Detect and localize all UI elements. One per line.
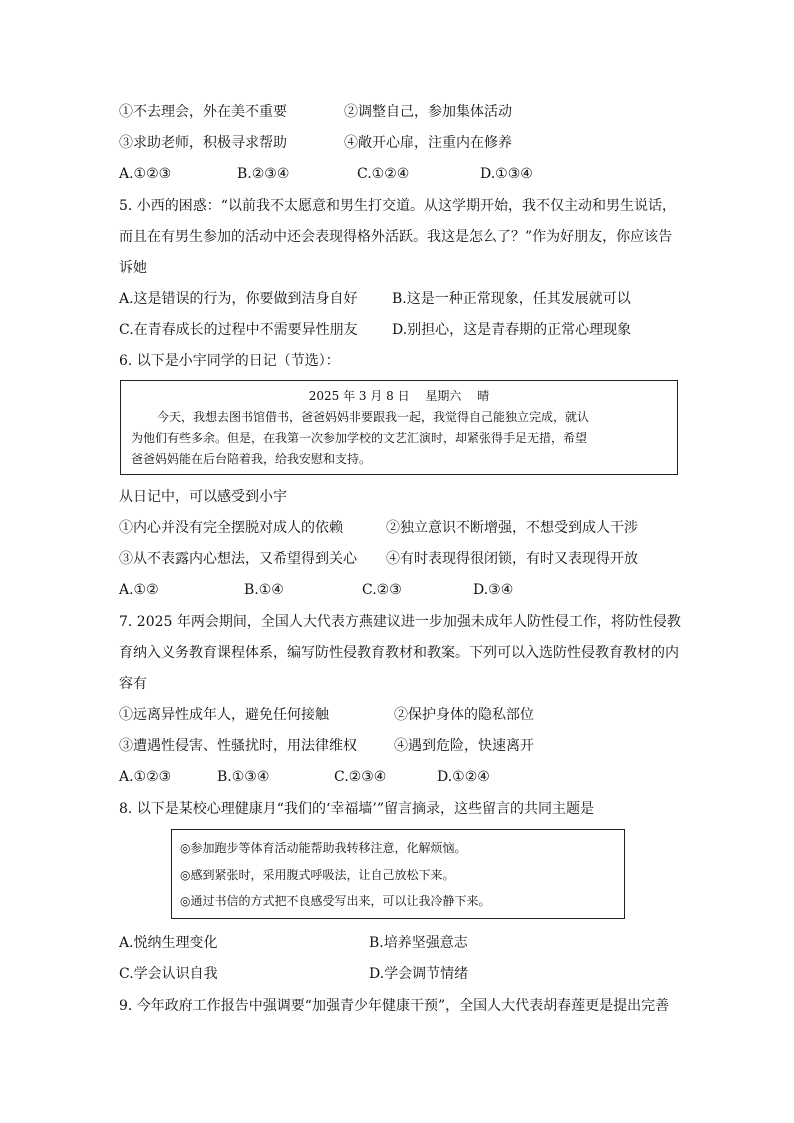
- q6-option-a: A.①②: [119, 582, 159, 598]
- q7-option-c: C.②③④: [334, 769, 387, 785]
- q6-statement-1: ①内心并没有完全摆脱对成人的依赖: [119, 520, 343, 536]
- q7-statement-2: ②保护身体的隐私部位: [394, 707, 534, 723]
- q6-option-b: B.①④: [244, 582, 284, 598]
- q4-option-c: C.①②④: [357, 166, 410, 182]
- q6-option-c: C.②③: [362, 582, 402, 598]
- q8-option-a: A.悦纳生理变化: [119, 935, 218, 951]
- q4-statement-4: ④敞开心扉，注重内在修养: [344, 135, 512, 151]
- wall-message-2: ◎感到紧张时，采用腹式呼吸法，让自己放松下来。: [180, 868, 455, 882]
- diary-line-3: 爸爸妈妈能在后台陪着我，给我安慰和支持。: [131, 452, 372, 466]
- q7-statement-3: ③遭遇性侵害、性骚扰时，用法律维权: [119, 738, 357, 754]
- q7-stem-line-1: 7. 2025 年两会期间，全国人大代表方燕建议进一步加强未成年人防性侵工作，将防性侵教: [119, 614, 681, 630]
- q4-statement-1: ①不去理会，外在美不重要: [119, 104, 287, 120]
- q4-option-d: D.①③④: [480, 166, 533, 182]
- q6-statement-4: ④有时表现得很闭锁，有时又表现得开放: [386, 551, 638, 567]
- q8-option-c: C.学会认识自我: [119, 966, 218, 982]
- q6-question: 从日记中，可以感受到小宇: [119, 489, 287, 505]
- wall-message-1: ◎参加跑步等体育活动能帮助我转移注意，化解烦恼。: [180, 841, 467, 855]
- q4-statement-2: ②调整自己，参加集体活动: [344, 104, 512, 120]
- q7-option-b: B.①③④: [217, 769, 270, 785]
- q7-option-a: A.①②③: [119, 769, 172, 785]
- q8-option-d: D.学会调节情绪: [369, 966, 469, 982]
- q5-option-b: B.这是一种正常现象，任其发展就可以: [392, 291, 631, 307]
- q7-statement-1: ①远离异性成年人，避免任何接触: [119, 707, 329, 723]
- q7-stem-line-2: 育纳入义务教育课程体系，编写防性侵教育教材和教案。下列可以入选防性侵教育教材的内: [119, 645, 679, 661]
- q5-stem-line-1: 5. 小西的困惑：“以前我不太愿意和男生打交道。从这学期开始，我不仅主动和男生说话，: [119, 198, 676, 214]
- diary-box: [120, 380, 678, 475]
- q8-option-b: B.培养坚强意志: [369, 935, 468, 951]
- q4-option-b: B.②③④: [237, 166, 290, 182]
- q5-option-d: D.别担心，这是青春期的正常心理现象: [392, 322, 632, 338]
- diary-line-1: 今天，我想去图书馆借书，爸爸妈妈非要跟我一起，我觉得自己能独立完成，就认: [157, 410, 590, 424]
- q8-stem: 8. 以下是某校心理健康月“我们的‘幸福墙’”留言摘录，这些留言的共同主题是: [119, 801, 595, 817]
- diary-line-2: 为他们有些多余。但是，在我第一次参加学校的文艺汇演时，却紧张得手足无措，希望: [131, 431, 588, 445]
- q5-stem-line-3: 诉她: [119, 260, 147, 276]
- q6-stem: 6. 以下是小宇同学的日记（节选）：: [119, 353, 340, 369]
- happiness-wall-box: [171, 829, 625, 919]
- wall-message-3: ◎通过书信的方式把不良感受写出来，可以让我冷静下来。: [180, 894, 491, 908]
- q7-option-d: D.①②④: [437, 769, 490, 785]
- q9-stem-line-1: 9. 今年政府工作报告中强调要“加强青少年健康干预”，全国人大代表胡春莲更是提出完善: [119, 998, 670, 1014]
- diary-date: 2025 年 3 月 8 日 星期六 晴: [308, 389, 490, 403]
- q6-statement-3: ③从不表露内心想法，又希望得到关心: [119, 551, 357, 567]
- q5-option-a: A.这是错误的行为，你要做到洁身自好: [119, 291, 358, 307]
- q4-option-a: A.①②③: [119, 166, 172, 182]
- q5-stem-line-2: 而且在有男生参加的活动中还会表现得格外活跃。我这是怎么了？”作为好朋友，你应该告: [119, 229, 673, 245]
- q6-statement-2: ②独立意识不断增强，不想受到成人干涉: [386, 520, 638, 536]
- q7-statement-4: ④遇到危险，快速离开: [394, 738, 534, 754]
- q5-option-c: C.在青春成长的过程中不需要异性朋友: [119, 322, 358, 338]
- q4-statement-3: ③求助老师，积极寻求帮助: [119, 135, 287, 151]
- q6-option-d: D.③④: [473, 582, 514, 598]
- q7-stem-line-3: 容有: [119, 676, 147, 692]
